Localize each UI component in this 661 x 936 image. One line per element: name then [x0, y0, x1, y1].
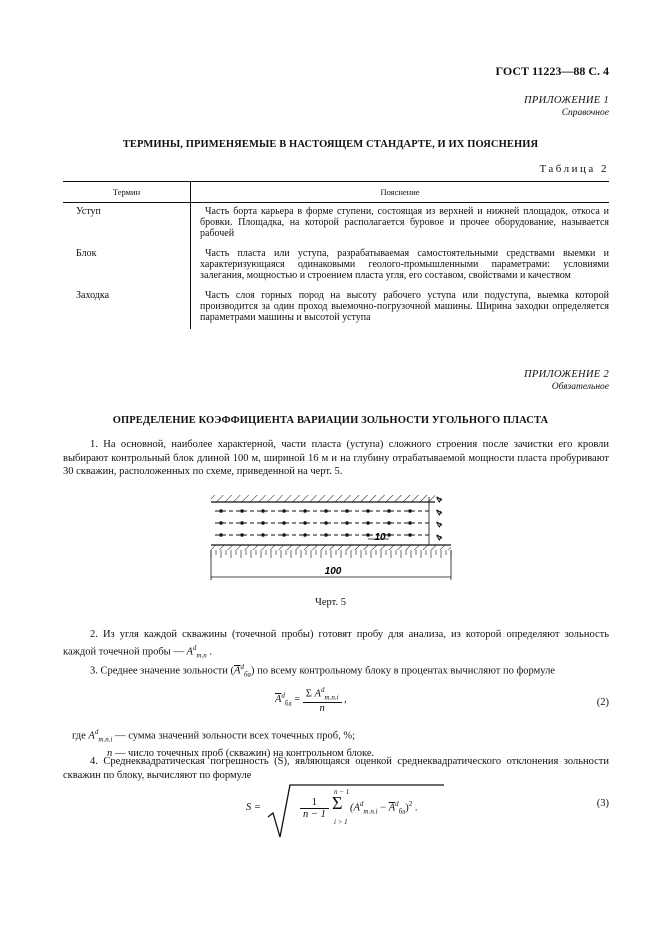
- mean-ash-sub: ба: [243, 670, 251, 679]
- borehole-point: [282, 533, 286, 537]
- where-prefix: где: [72, 730, 86, 742]
- borehole-point: [345, 509, 349, 513]
- eq2-fraction: [303, 686, 342, 714]
- appendix-1-label: [524, 95, 609, 119]
- eq2-equals: =: [294, 694, 303, 706]
- paragraph-4: 4. Среднеквадратическая погрешность (S), являющаяся оценкой среднеквадратического отклонения зольности скважин по блоку, вычисляют по формуле: [63, 756, 609, 781]
- eq3-pow: 2: [408, 800, 413, 808]
- term-cell: Блок: [63, 245, 191, 287]
- table-caption: Таблица 2: [539, 163, 609, 175]
- definition-sum: [72, 725, 612, 747]
- mean-ash-symbol: $\overline{A}$: [234, 665, 241, 677]
- appendix-2-type: Обязательное: [551, 382, 609, 392]
- row-dimension-label: 4: [433, 520, 445, 529]
- eq3-term: [350, 800, 418, 816]
- appendix-1-title: ПРИЛОЖЕНИЕ 1: [524, 95, 609, 106]
- eq2-lhs-sup: d: [281, 691, 285, 700]
- standard-header: ГОСТ 11223—88 С. 4: [495, 64, 609, 78]
- borehole-point: [324, 533, 328, 537]
- explanation-cell: Часть борта карьера в форме ступени, состоящая из верхней и нижней площадок, откоса и бровки. Площадка, на которой располагается буровое и прочее оборудование, называется рабочей: [200, 206, 609, 239]
- explanation-cell: Часть пласта или уступа, разрабатываемая самостоятельными средствами выемки и характеризующаяся одинаковыми геолого-промышленными параметрами: условиями залегания, мощностью и строением пласта угля, его составом, свойствами и качеством: [200, 248, 609, 281]
- spacing-dimension-label: 10: [374, 532, 386, 543]
- total-dimension-label: 100: [324, 566, 342, 577]
- eq3-denominator: n − 1: [303, 809, 326, 820]
- borehole-point: [303, 509, 307, 513]
- borehole-point: [261, 521, 265, 525]
- terms-table: [63, 181, 609, 329]
- borehole-point: [366, 533, 370, 537]
- eq2-num-sup: d: [320, 686, 325, 694]
- eq2-lhs: $\overline{A}$: [275, 694, 282, 706]
- definition-n-text: — число точечных проб (скважин) на контрольном блоке.: [114, 747, 375, 759]
- borehole-point: [219, 521, 223, 525]
- eq3-term-sub: т.п.i: [363, 807, 378, 816]
- section-1-heading: ТЕРМИНЫ, ПРИМЕНЯЕМЫЕ В НАСТОЯЩЕМ СТАНДАРТЕ, И ИХ ПОЯСНЕНИЯ: [122, 139, 539, 150]
- ash-symbol: A: [186, 646, 193, 657]
- appendix-2-title: ПРИЛОЖЕНИЕ 2: [524, 369, 609, 380]
- borehole-point: [324, 521, 328, 525]
- column-header-term: Термин: [63, 182, 191, 203]
- figure-caption: Черт. 5: [315, 597, 346, 608]
- eq2-num-sub: т.п.i: [324, 693, 339, 702]
- borehole-point: [240, 533, 244, 537]
- mean-ash-sup: d: [240, 663, 244, 671]
- borehole-point: [282, 509, 286, 513]
- borehole-point: [387, 521, 391, 525]
- appendix-2-label: [524, 369, 609, 393]
- table-row: [63, 287, 609, 329]
- borehole-point: [282, 521, 286, 525]
- eq3-sigma: Σ: [332, 793, 343, 813]
- eq3-term-sup: d: [359, 800, 364, 808]
- eq3-sum-upper: n − 1: [334, 788, 350, 796]
- borehole-point: [240, 509, 244, 513]
- paragraph-1: 1. На основной, наиболее характерной, части пласта (уступа) сложного строения после зачистки его кровли выбирают контрольный блок длиной 100 м, шириной 16 м и на глубину отрабатываемой мощности пласта пробуривают 30 скважин, расположенных по схеме, приведенной на черт. 5.: [63, 439, 609, 477]
- eq3-close: ): [405, 802, 409, 814]
- where-symbol: A: [88, 730, 95, 742]
- borehole-point: [261, 533, 265, 537]
- paragraph-2-end: .: [209, 646, 213, 657]
- appendix-1-type: Справочное: [561, 108, 609, 118]
- borehole-point: [345, 521, 349, 525]
- borehole-point: [240, 521, 244, 525]
- eq2-sum: Σ: [305, 688, 312, 700]
- eq2-denominator: n: [319, 702, 325, 714]
- eq3-sum-lower: i > 1: [334, 818, 348, 826]
- paragraph-2: [63, 628, 609, 663]
- borehole-scheme-figure: [207, 494, 455, 586]
- eq3-end: .: [414, 802, 418, 814]
- eq2-num-symbol: A: [314, 688, 321, 700]
- borehole-point: [324, 509, 328, 513]
- eq3-minus: −: [377, 802, 389, 814]
- equation-3-number: (3): [596, 798, 609, 809]
- paragraph-3-before: 3. Среднее значение зольности (: [90, 665, 235, 677]
- borehole-point: [387, 509, 391, 513]
- eq3-fraction: [300, 797, 329, 820]
- eq3-mean: $\overline{A}$: [388, 802, 396, 814]
- borehole-point: [408, 509, 412, 513]
- equation-2: [275, 686, 347, 714]
- table-row: [63, 245, 609, 287]
- eq3-term-symbol: (A: [350, 802, 360, 814]
- row-dimension-label: 4: [433, 533, 445, 542]
- equation-2-number: (2): [596, 697, 609, 708]
- borehole-point: [261, 509, 265, 513]
- where-symbol-sub: т.п.i: [98, 735, 113, 744]
- column-header-explanation: Пояснение: [191, 182, 610, 203]
- paragraph-3-after: ) по всему контрольному блоку в процентах вычисляют по формуле: [250, 665, 555, 677]
- eq3-lhs: S =: [246, 802, 261, 813]
- where-symbol-sup: d: [94, 728, 99, 736]
- definition-sum-text: — сумма значений зольности всех точечных проб, %;: [115, 730, 355, 742]
- ash-symbol-sub: т.п: [196, 651, 207, 660]
- borehole-point: [303, 521, 307, 525]
- borehole-point: [219, 533, 223, 537]
- paragraph-3: [63, 661, 609, 682]
- borehole-point: [408, 533, 412, 537]
- hatched-boundary: [211, 545, 451, 550]
- term-cell: Уступ: [63, 203, 191, 246]
- table-row: [63, 203, 609, 246]
- hatched-boundary: [211, 495, 435, 502]
- row-dimension-label: 4: [433, 495, 445, 504]
- section-2-heading: ОПРЕДЕЛЕНИЕ КОЭФФИЦИЕНТА ВАРИАЦИИ ЗОЛЬНОСТИ УГОЛЬНОГО ПЛАСТА: [112, 415, 549, 426]
- borehole-point: [303, 533, 307, 537]
- term-cell: Заходка: [63, 287, 191, 329]
- borehole-point: [366, 521, 370, 525]
- paragraph-2-text: 2. Из угля каждой скважины (точечной пробы) готовят пробу для анализа, из которой определяют зольность каждой точечной пробы —: [63, 629, 609, 657]
- eq2-comma: ,: [344, 694, 347, 706]
- borehole-point: [408, 521, 412, 525]
- row-dimension-label: 4: [433, 508, 445, 517]
- borehole-point: [219, 509, 223, 513]
- borehole-point: [366, 509, 370, 513]
- equation-3: [246, 783, 446, 843]
- eq3-numerator: 1: [300, 797, 329, 809]
- borehole-point: [345, 533, 349, 537]
- eq2-numerator: [303, 686, 342, 703]
- eq2-lhs-sub: ба: [284, 699, 292, 708]
- ash-symbol-sup: d: [192, 643, 197, 652]
- eq3-mean-sub: ба: [398, 807, 406, 816]
- explanation-cell: Часть слоя горных пород на высоту рабочего уступа или подуступа, выемка которой производится за один проход выемочно-погрузочной машины. Ширина заходки определяется параметрами машины и высотой уступа: [200, 290, 609, 323]
- n-symbol: n: [107, 747, 113, 759]
- borehole-point: [387, 533, 391, 537]
- eq3-mean-sup: d: [395, 800, 399, 808]
